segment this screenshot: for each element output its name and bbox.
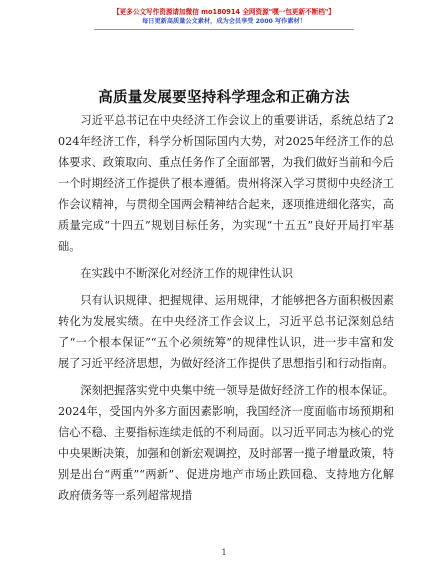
promo-banner-line-2: 每日更新高质量公文素材，成为会员享受 2000 写作素材！	[142, 18, 306, 25]
banner-divider	[94, 29, 354, 30]
promo-banner-line-1: 【更多公文写作资源请加微信 mo180914 全网资源"嘿一包更新不断档"】	[113, 8, 335, 16]
page-number: 1	[221, 548, 227, 557]
section-heading: 在实践中不断深化对经济工作的规律性认识	[80, 267, 293, 280]
document-body	[58, 110, 394, 506]
document-title: 高质量发展要坚持科学理念和正确方法	[98, 89, 350, 106]
paragraph-1: 习近平总书记在中央经济工作会议上的重要讲话，系统总结了2024年经济工作，科学分析国际国内大势，对2025年经济工作的总体要求、政策取向、重点任务作了全面部署，为我们做好当前和今后一个时期经济工作提供了根本遵循。贵州将深入学习贯彻中央经济工作会议精神，与贯彻全国两会精神结合起来，逐项推进细化落实，高质量完成“十四五”规划目标任务，为实现“十五五”良好开局打牢基础。	[58, 114, 394, 253]
promo-banner	[0, 7, 448, 27]
paragraph-2: 只有认识规律、把握规律、运用规律，才能够把各方面积极因素转化为发展实绩。在中央经济工作会议上，习近平总书记深刻总结了“一个根本保证”“五个必须统筹”的规律性认识，进一步丰富和发展了习近平经济思想，为做好经济工作提供了思想指引和行动指南。	[58, 294, 394, 370]
paragraph-3: 深刻把握落实党中央集中统一领导是做好经济工作的根本保证。2024年，受国内外多方面因素影响，我国经济一度面临市场预期和信心不稳、主要指标连续走低的不利局面。以习近平同志为核心的党中央果断决策，加强和创新宏观调控，及时部署一揽子增量政策，特别是出台“两重”“两新”、促进房地产市场止跌回稳、支持地方化解政府债务等一系列超常规措	[58, 384, 394, 502]
